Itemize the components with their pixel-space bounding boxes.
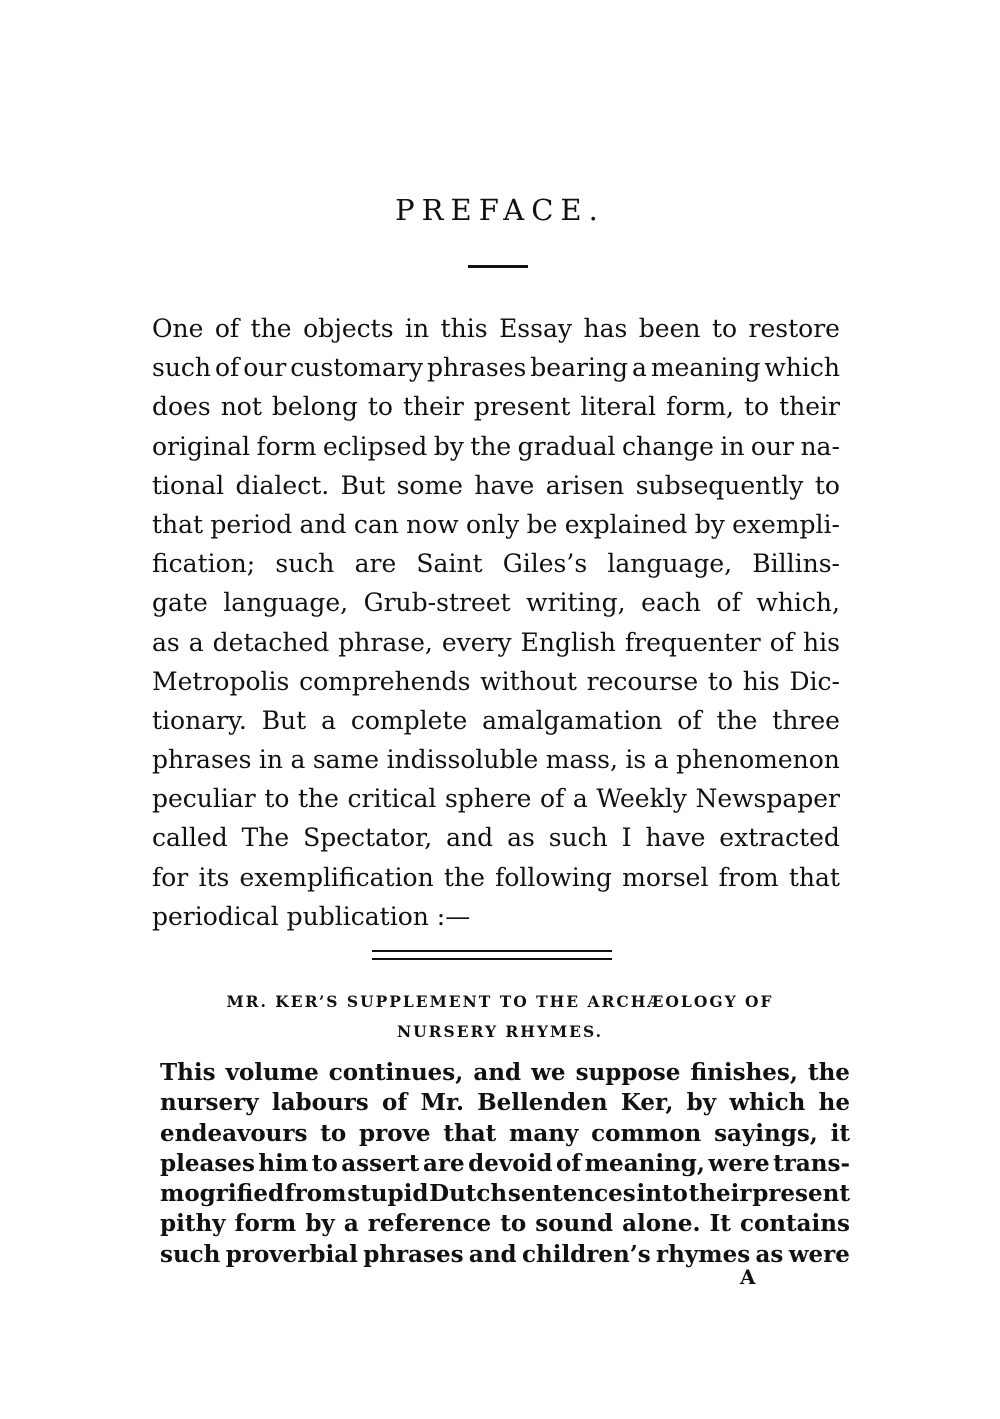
text-line: original form eclipsed by the gradual change in our na-: [152, 431, 840, 461]
quote-heading-line: MR. KER’S SUPPLEMENT TO THE ARCHÆOLOGY OF: [226, 992, 774, 1011]
text-line: nursery labours of Mr. Bellenden Ker, by which he: [160, 1089, 850, 1117]
title-rule: [468, 265, 528, 268]
text-line: such proverbial phrases and children’s rhymes as were: [160, 1240, 850, 1268]
text-line: for its exemplification the following morsel from that: [152, 862, 840, 892]
quoted-article: [160, 1058, 850, 1270]
section-rule-top: [372, 950, 612, 952]
text-line: fication; such are Saint Giles’s language, Billins-: [152, 549, 840, 579]
text-line: pleases him to assert are devoid of meaning, were trans-: [160, 1149, 850, 1177]
text-line: peculiar to the critical sphere of a Weekly Newspaper: [152, 784, 840, 814]
text-line: that period and can now only be explained by exempli-: [152, 509, 840, 539]
text-line: This volume continues, and we suppose finishes, the: [160, 1059, 850, 1086]
text-line: gate language, Grub-street writing, each of which,: [152, 588, 840, 618]
text-line: as a detached phrase, every English frequenter of his: [152, 627, 840, 657]
text-line: tionary. But a complete amalgamation of the three: [152, 705, 840, 735]
text-line: phrases in a same indissoluble mass, is a phenomenon: [152, 745, 840, 775]
text-line: endeavours to prove that many common sayings, it: [160, 1119, 850, 1147]
text-line: Metropolis comprehends without recourse to his Dic-: [152, 666, 840, 696]
text-line: One of the objects in this Essay has been to restore: [152, 314, 840, 343]
quote-heading: [150, 987, 850, 1047]
text-line: mogrified from stupid Dutch sentences into their present: [160, 1180, 850, 1208]
page-title: PREFACE.: [395, 193, 605, 227]
quote-heading-line: NURSERY RHYMES.: [396, 1022, 604, 1041]
text-line: tional dialect. But some have arisen subsequently to: [152, 470, 840, 500]
text-line: called The Spectator, and as such I have extracted: [152, 823, 840, 853]
section-rule-bottom: [372, 958, 612, 960]
preface-paragraph: [152, 309, 840, 936]
text-line: pithy form by a reference to sound alone. It contains: [160, 1210, 850, 1238]
text-line: does not belong to their present literal form, to their: [152, 392, 840, 422]
text-line: periodical publication :—: [152, 901, 471, 931]
signature-mark: A: [740, 1265, 756, 1289]
text-line: such of our customary phrases bearing a meaning which: [152, 353, 840, 383]
